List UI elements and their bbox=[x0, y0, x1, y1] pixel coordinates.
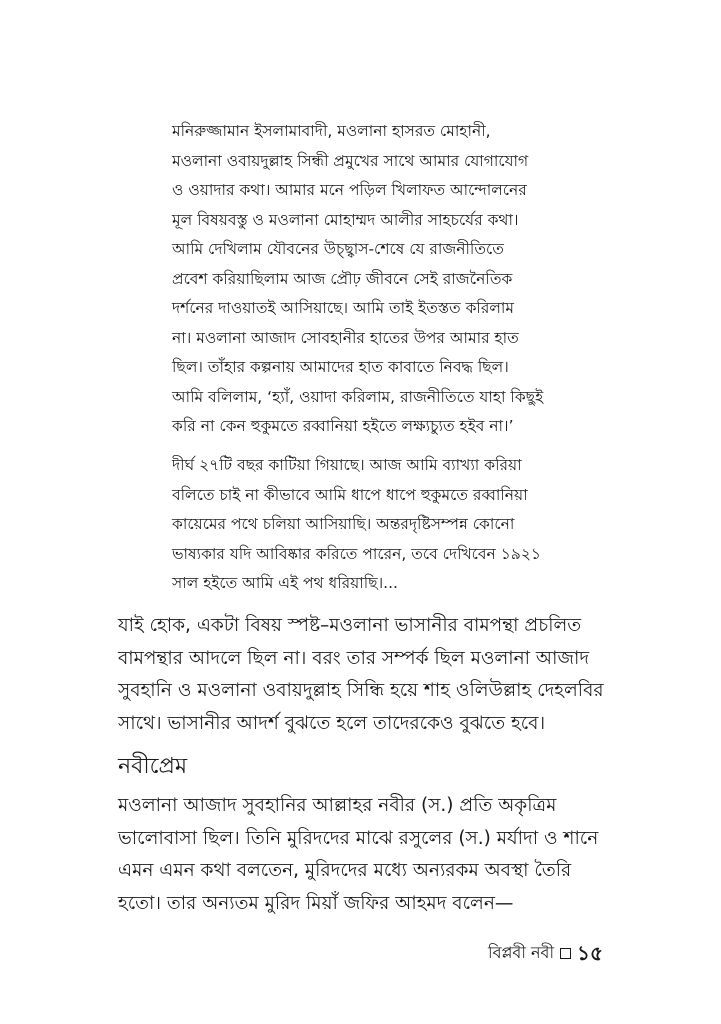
body-line: ভালোবাসা ছিল। তিনি মুরিদদের মাঝে রসুলের (স.) মর্যাদা ও শানে bbox=[118, 827, 599, 849]
quote-line: আমি বলিলাম, ‘হ্যাঁ, ওয়াদা করিলাম, রাজনীতিতে যাহা কিছুই bbox=[172, 387, 544, 406]
quote-line: ছিল। তাঁহার কল্পনায় আমাদের হাত কাবাতে নিবদ্ধ ছিল। bbox=[172, 358, 509, 376]
quote-line: ও ওয়াদার কথা। আমার মনে পড়িল খিলাফত আন্দোলনের bbox=[172, 181, 527, 199]
book-title: বিপ্লবী নবী bbox=[488, 943, 555, 962]
block-quote-2 bbox=[172, 451, 576, 599]
section-heading: নবীপ্রেম bbox=[118, 754, 188, 779]
quote-line: মনিরুজ্জামান ইসলামাবাদী, মওলানা হাসরত মোহানী, bbox=[172, 122, 491, 140]
body-line: বামপন্থার আদলে ছিল না। বরং তার সম্পর্ক ছিল মওলানা আজাদ bbox=[118, 647, 590, 669]
quote-line: মূল বিষয়বস্তু ও মওলানা মোহাম্মদ আলীর সাহচর্যের কথা। bbox=[172, 210, 519, 229]
square-separator-icon bbox=[560, 948, 571, 959]
body-line: যাই হোক, একটা বিষয় স্পষ্ট–মওলানা ভাসানীর বামপন্থা প্রচলিত bbox=[118, 615, 582, 636]
page-footer bbox=[488, 940, 603, 966]
page-number: ১৫ bbox=[577, 941, 603, 965]
quote-line: প্রবেশ করিয়াছিলাম আজ প্রৌঢ় জীবনে সেই রাজনৈতিক bbox=[172, 269, 513, 288]
body-line: সুবহানি ও মওলানা ওবায়দুল্লাহ সিন্ধি হয়ে শাহ ওলিউল্লাহ দেহলবির bbox=[118, 680, 604, 701]
quote-line: কায়েমের পথে চলিয়া আসিয়াছি। অন্তরদৃষ্টিসম্পন্ন কোনো bbox=[172, 515, 515, 533]
quote-line: দীর্ঘ ২৭টি বছর কাটিয়া গিয়াছে। আজ আমি ব্যাখ্যা করিয়া bbox=[172, 456, 522, 474]
body-line: হতো। তার অন্যতম মুরিদ মিয়াঁ জফির আহমদ বলেন— bbox=[118, 892, 514, 914]
body-paragraph-1 bbox=[118, 610, 606, 740]
block-quote-1 bbox=[172, 117, 576, 442]
quote-line: ভাষ্যকার যদি আবিষ্কার করিতে পারেন, তবে দেখিবেন ১৯২১ bbox=[172, 544, 541, 563]
quote-line: দর্শনের দাওয়াতই আসিয়াছে। আমি তাই ইতস্তত করিলাম bbox=[172, 299, 515, 317]
body-paragraph-2 bbox=[118, 790, 606, 920]
quote-line: আমি দেখিলাম যৌবনের উচ্ছ্বাস-শেষে যে রাজনীতিতে bbox=[172, 240, 504, 258]
quote-line: মওলানা ওবায়দুল্লাহ সিন্ধী প্রমুখের সাথে আমার যোগাযোগ bbox=[172, 151, 529, 170]
quote-line: না। মওলানা আজাদ সোবহানীর হাতের উপর আমার হাত bbox=[172, 328, 519, 347]
quote-line: সাল হইতে আমি এই পথ ধরিয়াছি।... bbox=[172, 574, 398, 592]
body-line: মওলানা আজাদ সুবহানির আল্লাহর নবীর (স.) প্রতি অকৃত্রিম bbox=[118, 795, 557, 816]
body-line: সাথে। ভাসানীর আদর্শ বুঝতে হলে তাদেরকেও বুঝতে হবে। bbox=[118, 712, 546, 734]
body-line: এমন এমন কথা বলতেন, মুরিদদের মধ্যে অন্যরকম অবস্থা তৈরি bbox=[118, 860, 572, 881]
quote-line: করি না কেন হুকুমতে রব্বানিয়া হইতে লক্ষ্যচ্যুত হইব না।’ bbox=[172, 417, 514, 435]
quote-line: বলিতে চাই না কীভাবে আমি ধাপে ধাপে হুকুমতে রব্বানিয়া bbox=[172, 485, 528, 504]
